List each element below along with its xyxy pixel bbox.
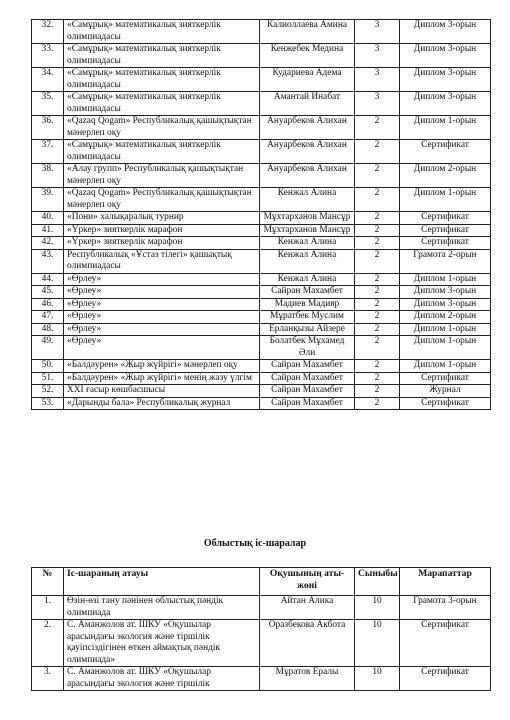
cell-student-name: Мұратов Ералы <box>260 667 355 691</box>
cell-number: 34. <box>32 68 64 92</box>
cell-student-name: Сайран Махамбет <box>260 372 355 385</box>
table-row <box>32 68 491 92</box>
cell-event: «Өрлеу» <box>64 336 260 360</box>
table-row <box>32 212 491 225</box>
cell-grade: 3 <box>355 92 400 116</box>
cell-event: Өзін-өзі тану пәнінен облыстық пәндік олимпиада <box>64 596 260 620</box>
cell-grade: 2 <box>355 212 400 225</box>
cell-award: Журнал <box>400 385 491 398</box>
cell-award: Диплом 1-орын <box>400 360 491 373</box>
cell-grade: 2 <box>355 188 400 212</box>
cell-student-name: Ануарбеков Алихан <box>260 116 355 140</box>
cell-event: С. Аманжолов ат. ШКУ «Оқушылар арасындағы экология және тіршілік <box>64 667 260 691</box>
cell-award: Диплом 3-орын <box>400 286 491 299</box>
cell-number: 45. <box>32 286 64 299</box>
cell-event: «Өрлеу» <box>64 298 260 311</box>
table-row <box>32 140 491 164</box>
cell-event: «Самұрық» математикалық зияткерлік олимпиадасы <box>64 92 260 116</box>
cell-award: Сертификат <box>400 667 491 691</box>
cell-award: Сертификат <box>400 372 491 385</box>
cell-grade: 10 <box>355 620 400 667</box>
cell-student-name: Амантай Инабат <box>260 92 355 116</box>
table-row <box>32 273 491 286</box>
cell-event: «Алау групп» Республикалық қашықтықтан мәнерлеп оқу <box>64 164 260 188</box>
table-row <box>32 360 491 373</box>
cell-award: Диплом 3-орын <box>400 68 491 92</box>
cell-student-name: Айтан Алика <box>260 596 355 620</box>
cell-number: 42. <box>32 237 64 250</box>
cell-grade: 2 <box>355 311 400 324</box>
table-row <box>32 237 491 250</box>
cell-grade: 2 <box>355 360 400 373</box>
cell-grade: 2 <box>355 385 400 398</box>
cell-number: 39. <box>32 188 64 212</box>
awards-table-regional <box>31 567 491 691</box>
cell-event: «Пони» халықаралық турнир <box>64 212 260 225</box>
section-title-regional: Облыстық іс-шаралар <box>203 538 307 549</box>
table-row <box>32 92 491 116</box>
cell-number: 33. <box>32 44 64 68</box>
cell-number: 40. <box>32 212 64 225</box>
cell-award: Сертификат <box>400 212 491 225</box>
cell-grade: 2 <box>355 372 400 385</box>
table-row <box>32 397 491 410</box>
cell-grade: 2 <box>355 140 400 164</box>
cell-event: Республикалық «Ұстаз тілегі» қашықтық олимпиадасы <box>64 249 260 273</box>
cell-grade: 10 <box>355 667 400 691</box>
cell-award: Диплом 1-орын <box>400 273 491 286</box>
table-row <box>32 249 491 273</box>
cell-award: Сертификат <box>400 140 491 164</box>
awards-table-body <box>32 20 491 410</box>
header-number: № <box>32 568 64 596</box>
table-row <box>32 311 491 324</box>
cell-student-name: Ануарбеков Алихан <box>260 140 355 164</box>
cell-grade: 2 <box>355 164 400 188</box>
header-grade: Сыныбы <box>355 568 400 596</box>
cell-grade: 2 <box>355 224 400 237</box>
table-row <box>32 336 491 360</box>
table-row <box>32 596 491 620</box>
cell-student-name: Сайран Махамбет <box>260 397 355 410</box>
cell-number: 41. <box>32 224 64 237</box>
cell-grade: 2 <box>355 323 400 336</box>
cell-grade: 2 <box>355 336 400 360</box>
cell-award: Диплом 1-орын <box>400 323 491 336</box>
cell-event: «Qazaq Qogam» Республикалық қашықтықтан мәнерлеп оқу <box>64 116 260 140</box>
header-student-name: Оқушының аты-жөні <box>260 568 355 596</box>
cell-event: «Балдәурен» «Жыр жүйрігі» менің жазу үлгім <box>64 372 260 385</box>
cell-number: 43. <box>32 249 64 273</box>
table-row <box>32 298 491 311</box>
cell-number: 35. <box>32 92 64 116</box>
awards-table-republican <box>31 19 491 410</box>
cell-number: 2. <box>32 620 64 667</box>
cell-number: 36. <box>32 116 64 140</box>
cell-award: Диплом 3-орын <box>400 44 491 68</box>
cell-event: «Самұрық» математикалық зияткерлік олимпиадасы <box>64 20 260 44</box>
cell-grade: 2 <box>355 237 400 250</box>
cell-student-name: Кудариева Адема <box>260 68 355 92</box>
cell-award: Сертификат <box>400 397 491 410</box>
cell-student-name: Кенжал Алина <box>260 273 355 286</box>
cell-student-name: Кенжебек Медина <box>260 44 355 68</box>
cell-number: 51. <box>32 372 64 385</box>
cell-grade: 2 <box>355 286 400 299</box>
cell-event: «Самұрық» математикалық зияткерлік олимпиадасы <box>64 68 260 92</box>
table-row <box>32 286 491 299</box>
cell-number: 37. <box>32 140 64 164</box>
cell-student-name: Мұратбек Муслим <box>260 311 355 324</box>
cell-event: «Өрлеу» <box>64 323 260 336</box>
cell-grade: 3 <box>355 68 400 92</box>
cell-award: Диплом 1-орын <box>400 116 491 140</box>
header-award: Марапаттар <box>400 568 491 596</box>
cell-award: Сертификат <box>400 237 491 250</box>
cell-grade: 2 <box>355 249 400 273</box>
cell-event: «Үркер» зияткерлік марафон <box>64 237 260 250</box>
cell-award: Сертификат <box>400 224 491 237</box>
cell-award: Диплом 2-орын <box>400 311 491 324</box>
cell-event: «Дарынды бала» Республикалық журнал <box>64 397 260 410</box>
table-row <box>32 164 491 188</box>
awards-table-body <box>32 596 491 691</box>
table-row <box>32 224 491 237</box>
table-row <box>32 188 491 212</box>
header-event: Іс-шараның атауы <box>64 568 260 596</box>
cell-number: 38. <box>32 164 64 188</box>
table-header-row <box>32 568 491 596</box>
table-row <box>32 385 491 398</box>
cell-student-name: Мұхтарханов Мансұр <box>260 212 355 225</box>
cell-student-name: Сайран Махамбет <box>260 286 355 299</box>
cell-event: «Өрлеу» <box>64 286 260 299</box>
cell-event: XXI ғасыр көшбасшысы <box>64 385 260 398</box>
cell-student-name: Кенжал Алина <box>260 249 355 273</box>
cell-student-name: Калиоллаева Амина <box>260 20 355 44</box>
table-row <box>32 372 491 385</box>
cell-award: Грамота 3-орын <box>400 596 491 620</box>
table-row <box>32 323 491 336</box>
cell-award: Диплом 3-орын <box>400 92 491 116</box>
cell-event: «Самұрық» математикалық зияткерлік олимпиадасы <box>64 44 260 68</box>
cell-student-name: Кенжал Алина <box>260 188 355 212</box>
cell-event: «Самұрық» математикалық зияткерлік олимпиадасы <box>64 140 260 164</box>
table-row <box>32 20 491 44</box>
cell-student-name: Кенжал Алина <box>260 237 355 250</box>
cell-student-name: Ерланқызы Айзере <box>260 323 355 336</box>
cell-event: «Үркер» зияткерлік марафон <box>64 224 260 237</box>
cell-number: 49. <box>32 336 64 360</box>
cell-student-name: Мадиев Мадияр <box>260 298 355 311</box>
cell-event: «Балдәурен» «Жыр жүйрігі» мәнерлеп оқу <box>64 360 260 373</box>
cell-student-name: Мұхтарханов Мансұр <box>260 224 355 237</box>
cell-number: 46. <box>32 298 64 311</box>
cell-number: 47. <box>32 311 64 324</box>
table-row <box>32 667 491 691</box>
table-row <box>32 620 491 667</box>
cell-number: 44. <box>32 273 64 286</box>
cell-grade: 3 <box>355 44 400 68</box>
cell-award: Грамота 2-орын <box>400 249 491 273</box>
cell-student-name: Оразбекова Акбота <box>260 620 355 667</box>
cell-student-name: Сайран Махамбет <box>260 360 355 373</box>
cell-grade: 2 <box>355 273 400 286</box>
cell-grade: 2 <box>355 116 400 140</box>
cell-number: 3. <box>32 667 64 691</box>
cell-event: «Qazaq Qogam» Республикалық қашықтықтан мәнерлеп оқу <box>64 188 260 212</box>
cell-event: «Өрлеу» <box>64 311 260 324</box>
table-row <box>32 116 491 140</box>
cell-number: 32. <box>32 20 64 44</box>
cell-award: Диплом 2-орын <box>400 164 491 188</box>
cell-award: Диплом 3-орын <box>400 298 491 311</box>
cell-student-name: Ануарбеков Алихан <box>260 164 355 188</box>
cell-award: Диплом 1-орын <box>400 336 491 360</box>
cell-grade: 3 <box>355 20 400 44</box>
cell-grade: 2 <box>355 298 400 311</box>
cell-number: 53. <box>32 397 64 410</box>
cell-number: 50. <box>32 360 64 373</box>
cell-grade: 10 <box>355 596 400 620</box>
cell-award: Диплом 3-орын <box>400 20 491 44</box>
table-row <box>32 44 491 68</box>
cell-event: «Өрлеу» <box>64 273 260 286</box>
cell-number: 52. <box>32 385 64 398</box>
cell-student-name: Сайран Махамбет <box>260 385 355 398</box>
cell-grade: 2 <box>355 397 400 410</box>
cell-award: Диплом 1-орын <box>400 188 491 212</box>
cell-number: 1. <box>32 596 64 620</box>
cell-event: С. Аманжолов ат. ШКУ «Оқушылар арасындағы экология және тіршілік қауіпсіздігінен өткен аймақтық пәндік олимпиада» <box>64 620 260 667</box>
cell-student-name: Болатбек Мұхамед Әли <box>260 336 355 360</box>
cell-award: Сертификат <box>400 620 491 667</box>
cell-number: 48. <box>32 323 64 336</box>
